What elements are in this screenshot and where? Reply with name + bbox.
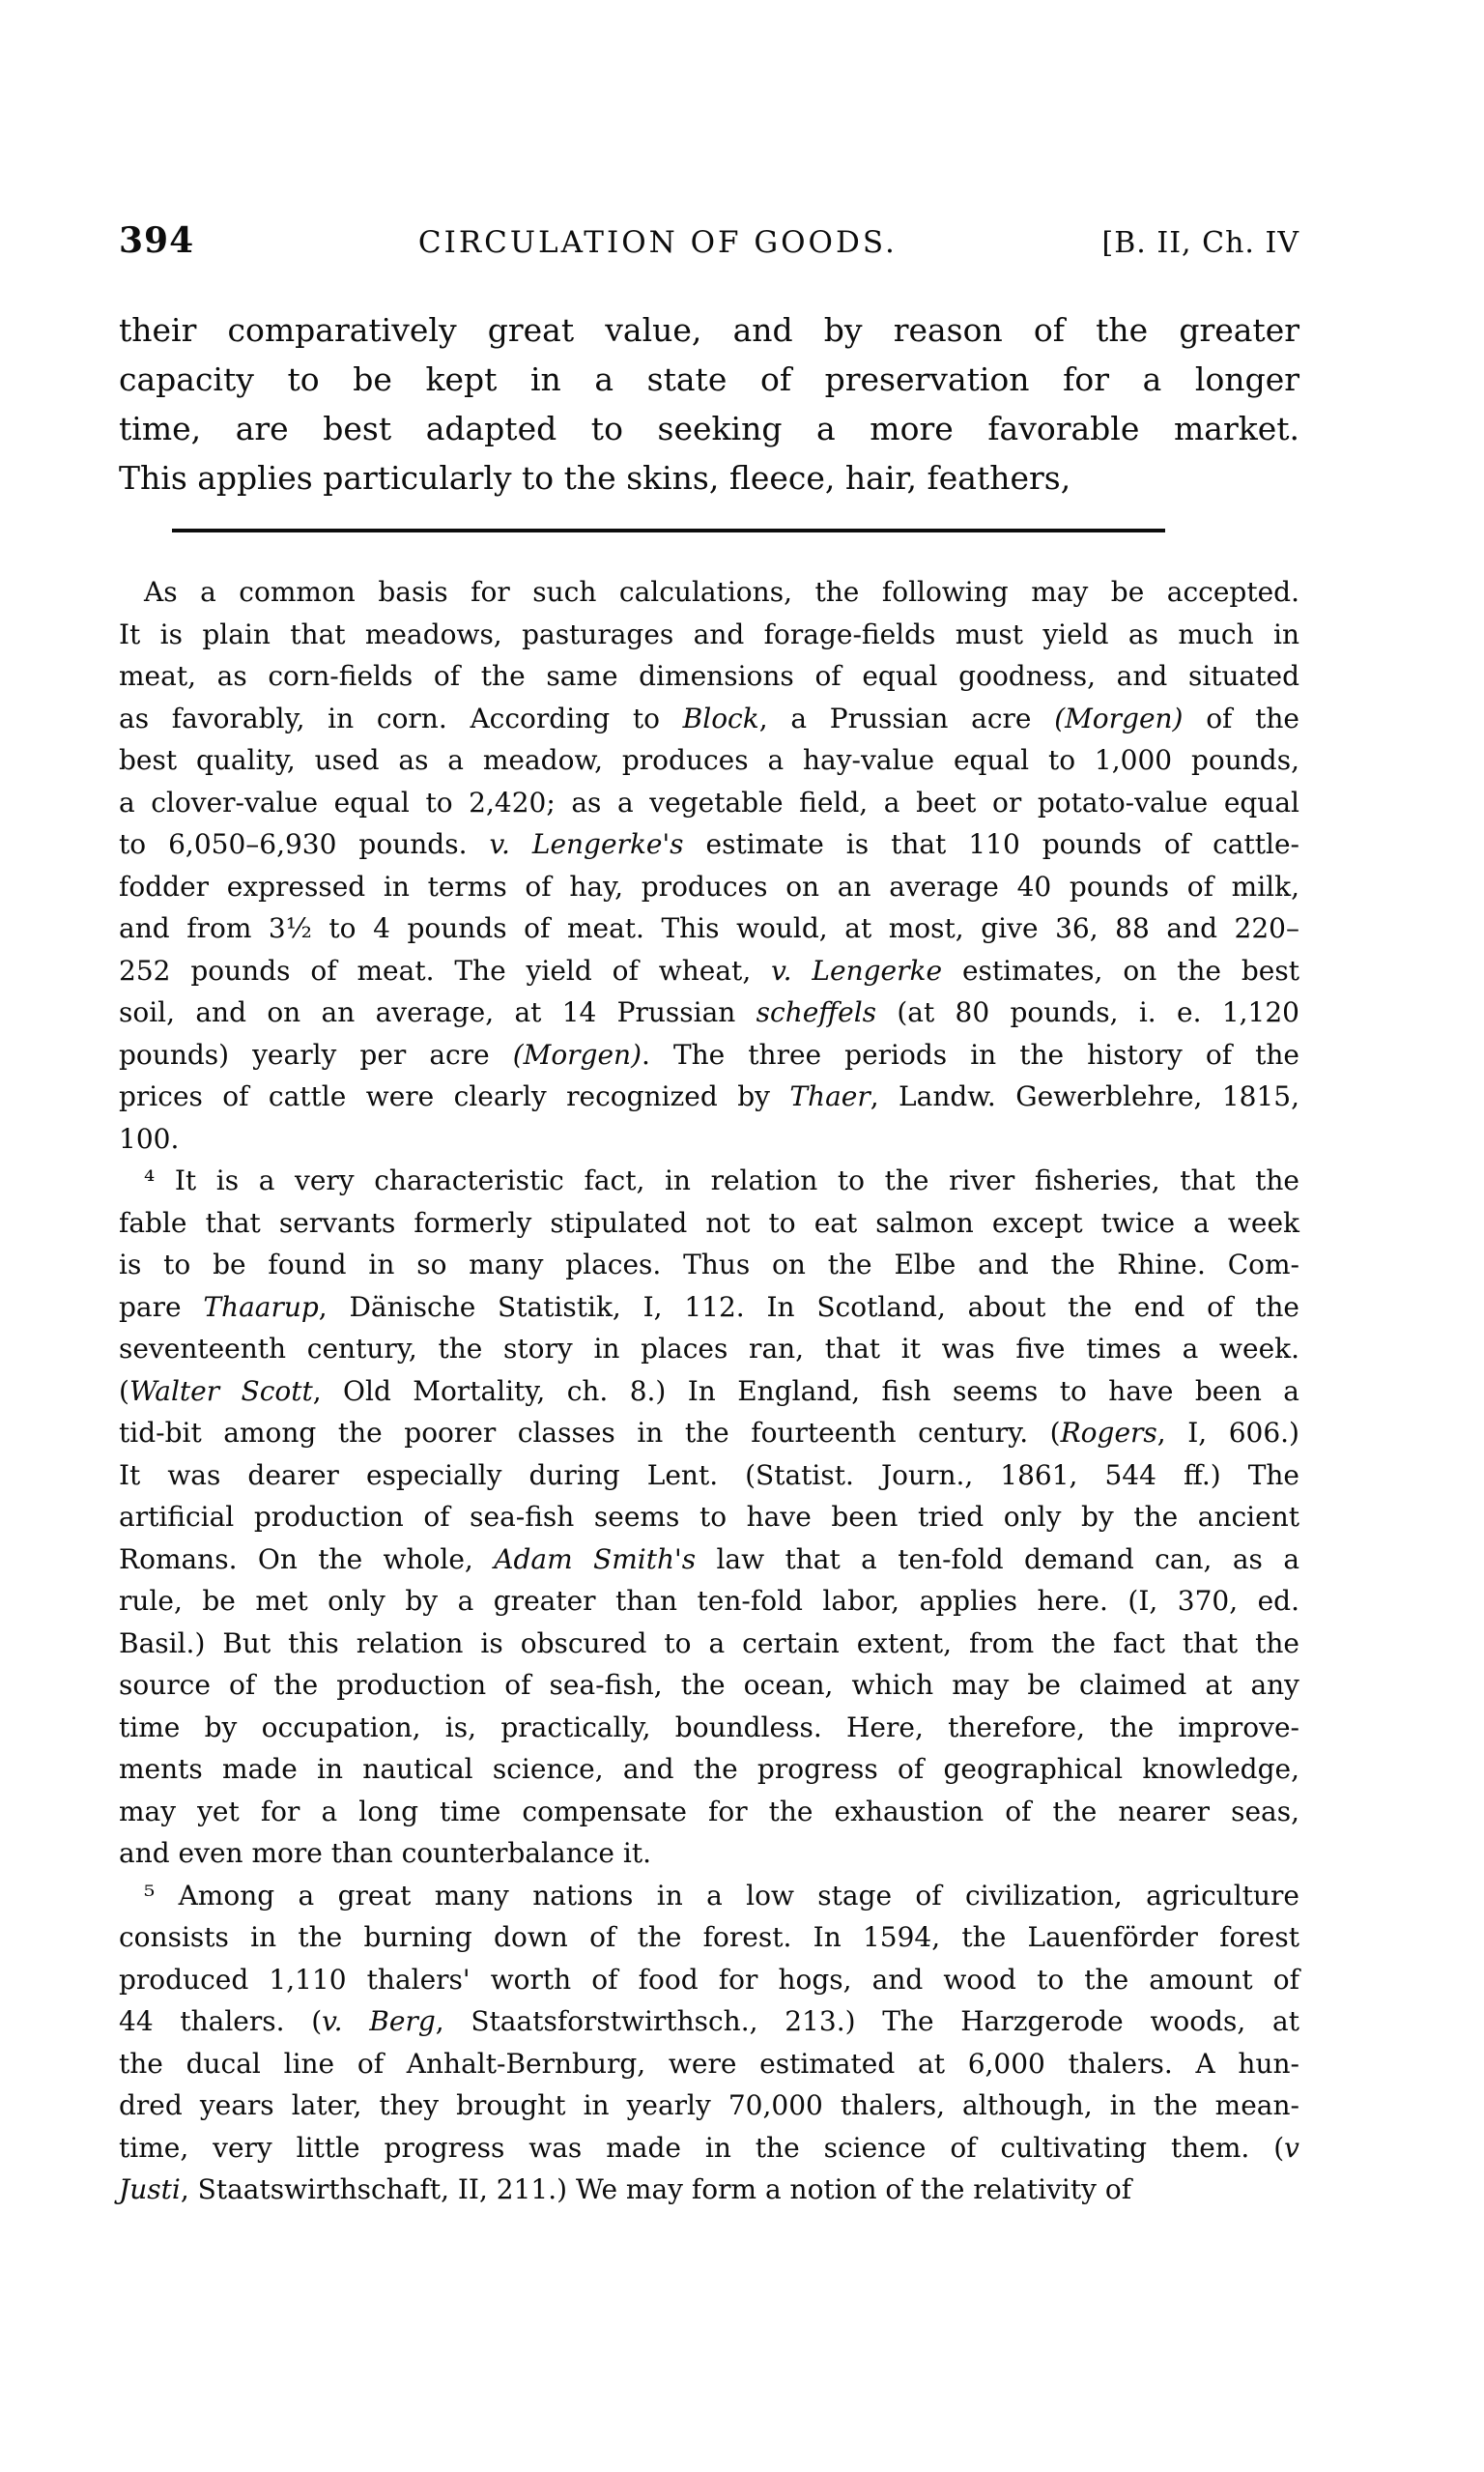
text-line: time, very little progress was made in the science of cultivating them. (v <box>119 2131 1299 2164</box>
text-line: 252 pounds of meat. The yield of wheat, v. Lengerke estimates, on the best <box>119 954 1299 987</box>
text-line: It is plain that meadows, pasturages and forage-fields must yield as much in <box>119 618 1299 650</box>
text-line: rule, be met only by a greater than ten-fold labor, applies here. (I, 370, ed. <box>119 1585 1299 1617</box>
text-line: ⁴ It is a very characteristic fact, in relation to the river fisheries, that the <box>144 1164 1299 1196</box>
text-line: a clover-value equal to 2,420; as a vegetable field, a beet or potato-value equal <box>119 786 1299 819</box>
text-line: as favorably, in corn. According to Block, a Prussian acre (Morgen) of the <box>119 702 1299 734</box>
page-header <box>119 220 1299 261</box>
text-line: produced 1,110 thalers' worth of food for hogs, and wood to the amount of <box>119 1963 1299 1996</box>
footnote-4-paragraph <box>119 1160 1299 1875</box>
footnote-separator-rule <box>172 529 1165 532</box>
text-line: It was dearer especially during Lent. (Statist. Journ., 1861, 544 ff.) The <box>119 1458 1299 1491</box>
text-line: source of the production of sea-fish, the ocean, which may be claimed at any <box>119 1669 1299 1701</box>
text-line: capacity to be kept in a state of preservation for a longer <box>119 360 1299 398</box>
text-line: tid-bit among the poorer classes in the fourteenth century. (Rogers, I, 606.) <box>119 1417 1299 1449</box>
text-line: time, are best adapted to seeking a more favorable market. <box>119 410 1299 447</box>
text-line: may yet for a long time compensate for the exhaustion of the nearer seas, <box>119 1795 1299 1827</box>
text-line: Romans. On the whole, Adam Smith's law that a ten-fold demand can, as a <box>119 1542 1300 1575</box>
text-line: 44 thalers. (v. Berg, Staatsforstwirthsch., 213.) The Harzgerode woods, at <box>119 2005 1299 2037</box>
text-line: time by occupation, is, practically, boundless. Here, therefore, the improve- <box>119 1710 1299 1743</box>
main-paragraph <box>119 305 1299 503</box>
text-line: ⁵ Among a great many nations in a low stage of civilization, agriculture <box>144 1879 1299 1911</box>
text-line: and even more than counterbalance it. <box>119 1837 651 1869</box>
page-number: 394 <box>119 220 195 261</box>
text-line: fodder expressed in terms of hay, produces on an average 40 pounds of milk, <box>119 870 1299 903</box>
text-line: Basil.) But this relation is obscured to a certain extent, from the fact that the <box>119 1626 1299 1659</box>
running-title: CIRCULATION OF GOODS. <box>417 225 898 260</box>
footnote-5-paragraph <box>119 1875 1299 2211</box>
text-line: best quality, used as a meadow, produces a hay-value equal to 1,000 pounds, <box>119 744 1299 776</box>
text-line: is to be found in so many places. Thus on the Elbe and the Rhine. Com- <box>119 1249 1299 1280</box>
text-line: ments made in nautical science, and the progress of geographical knowledge, <box>119 1753 1299 1785</box>
text-line: pare Thaarup, Dänische Statistik, I, 112. In Scotland, about the end of the <box>119 1290 1299 1323</box>
text-line: pounds) yearly per acre (Morgen). The three periods in the history of the <box>119 1038 1299 1071</box>
text-line: As a common basis for such calculations, the following may be accepted. <box>144 576 1299 608</box>
text-line: prices of cattle were clearly recognized by Thaer, Landw. Gewerblehre, 1815, <box>119 1080 1300 1112</box>
text-line: to 6,050–6,930 pounds. v. Lengerke's estimate is that 110 pounds of cattle- <box>119 828 1299 860</box>
text-line: Justi, Staatswirthschaft, II, 211.) We may form a notion of the relativity of <box>119 2173 1132 2205</box>
footnote-continuation-paragraph <box>119 571 1299 1160</box>
text-line: the ducal line of Anhalt-Bernburg, were estimated at 6,000 thalers. A hun- <box>119 2047 1299 2080</box>
text-line: seventeenth century, the story in places ran, that it was five times a week. <box>119 1333 1299 1365</box>
text-line: 100. <box>119 1122 180 1155</box>
text-line: artificial production of sea-fish seems to have been tried only by the ancient <box>119 1501 1299 1533</box>
text-line: and from 3½ to 4 pounds of meat. This would, at most, give 36, 88 and 220– <box>119 912 1299 944</box>
text-line: their comparatively great value, and by reason of the greater <box>119 311 1299 349</box>
text-line: soil, and on an average, at 14 Prussian scheffels (at 80 pounds, i. e. 1,120 <box>119 996 1299 1028</box>
text-line: consists in the burning down of the forest. In 1594, the Lauenförder forest <box>119 1921 1299 1953</box>
text-line: dred years later, they brought in yearly 70,000 thalers, although, in the mean- <box>119 2089 1299 2121</box>
chapter-reference: [B. II, Ch. IV <box>1101 226 1299 260</box>
text-line: This applies particularly to the skins, fleece, hair, feathers, <box>119 459 1071 497</box>
text-line: fable that servants formerly stipulated not to eat salmon except twice a week <box>119 1206 1299 1239</box>
text-line: meat, as corn-fields of the same dimensions of equal goodness, and situated <box>119 660 1299 692</box>
footnotes-block <box>119 571 1299 2211</box>
text-line: (Walter Scott, Old Mortality, ch. 8.) In England, fish seems to have been a <box>119 1374 1299 1407</box>
